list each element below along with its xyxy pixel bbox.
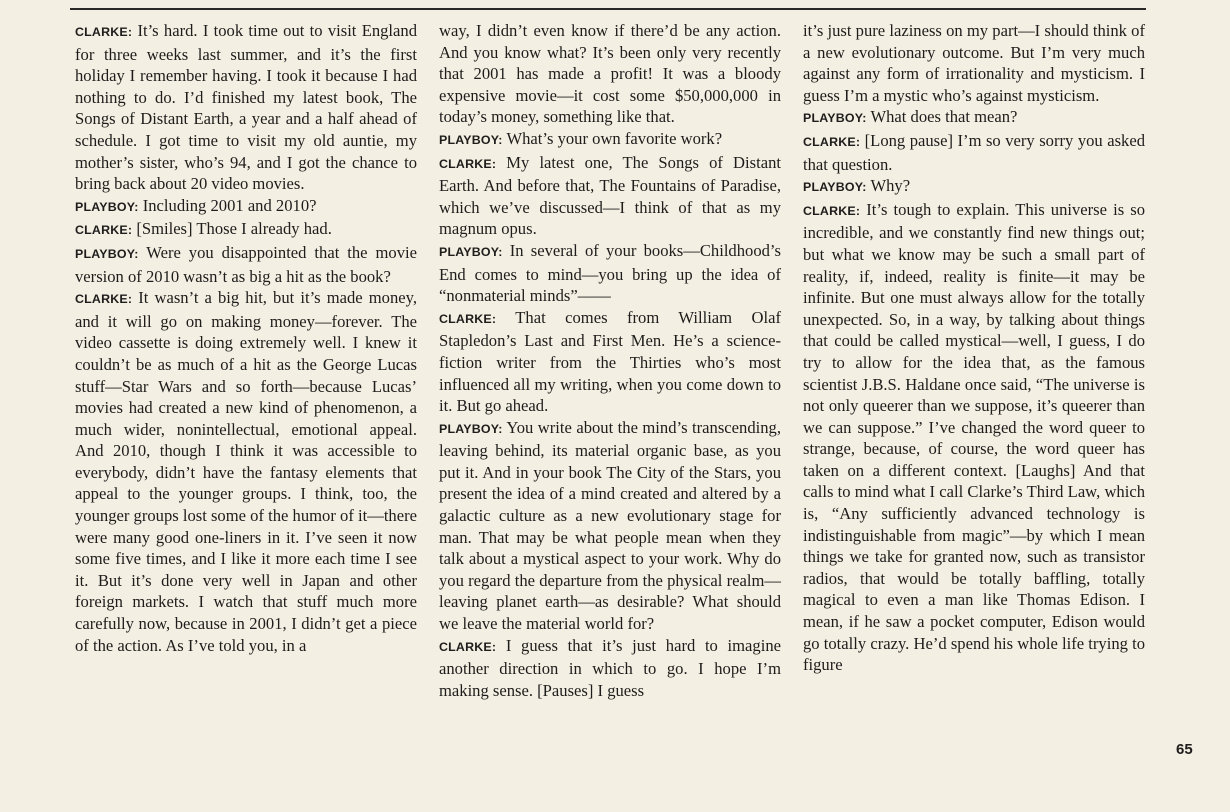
paragraph-text: What’s your own favorite work? xyxy=(506,128,723,148)
paragraph-text: What does that mean? xyxy=(870,107,1018,127)
column-2 xyxy=(439,20,781,701)
paragraph-text: My latest one, The Songs of Distant Earth. And before that, The Fountains of Paradise, which we’ve discussed—I think of that as my magnum opus. xyxy=(439,152,781,239)
paragraph xyxy=(803,199,1145,676)
paragraph-text: way, I didn’t even know if there’d be any action. And you know what? It’s been only very recently that 2001 has made a profit! It was a bloody expensive movie—it cost some $50,000,000 in today’s money, something like that. xyxy=(439,21,781,127)
paragraph-text: [Smiles] Those I already had. xyxy=(136,219,332,239)
paragraph xyxy=(439,307,781,417)
speaker-label: CLARKE: xyxy=(75,292,133,307)
paragraph xyxy=(439,128,781,152)
paragraph-text: Were you disappointed that the movie version of 2010 wasn’t as big a hit as the book? xyxy=(75,242,417,286)
paragraph-text: It’s hard. I took time out to visit England for three weeks last summer, and it’s the first holiday I remember having. I took it because I had nothing to do. I’d finished my latest book, The Songs of Distant Earth, a year and a half ahead of schedule. I got time to visit my old auntie, my mother’s sister, who’s 94, and I got the chance to bring back about 20 video movies. xyxy=(75,21,417,194)
paragraph xyxy=(75,218,417,242)
speaker-label: PLAYBOY: xyxy=(803,180,867,195)
paragraph xyxy=(803,106,1145,130)
paragraph xyxy=(803,175,1145,199)
speaker-label: PLAYBOY: xyxy=(75,246,139,261)
paragraph xyxy=(803,130,1145,175)
paragraph xyxy=(75,287,417,656)
paragraph xyxy=(439,152,781,240)
speaker-label: CLARKE: xyxy=(803,203,861,218)
column-1 xyxy=(75,20,417,656)
speaker-label: PLAYBOY: xyxy=(439,421,503,436)
speaker-label: CLARKE: xyxy=(439,311,497,326)
speaker-label: CLARKE: xyxy=(439,156,497,171)
paragraph-text: It’s tough to explain. This universe is so incredible, and we constantly find new things out; but what we know may be such a small part of reality, if, indeed, reality is finite—it may be infinite. But one must always allow for the totally unexpected. So, in a way, by talking about things that could be called mystical—well, I guess, I do try to allow for the idea that, as the famous scientist J.B.S. Haldane once said, “The universe is not only queerer than we suppose, it’s queerer than we can suppose.” I’ve changed the word queer to strange, because, of course, the word queer has taken on a different context. [Laughs] And that calls to mind what I call Clarke’s Third Law, which is, “Any sufficiently advanced technology is indistinguishable from magic”—by which I mean things we take for granted now, such as transistor radios, that would be totally baffling, totally magical to even a man like Thomas Edison. I mean, if he saw a pocket computer, Edison would go totally crazy. He’d spend his whole life trying to figure xyxy=(803,199,1145,675)
speaker-label: PLAYBOY: xyxy=(439,132,503,147)
paragraph xyxy=(439,635,781,702)
paragraph xyxy=(439,20,781,128)
paragraph xyxy=(75,195,417,219)
speaker-label: CLARKE: xyxy=(803,134,861,149)
paragraph xyxy=(75,20,417,195)
speaker-label: CLARKE: xyxy=(75,25,133,39)
speaker-label: CLARKE: xyxy=(75,223,133,238)
page-number: 65 xyxy=(1176,741,1193,758)
speaker-label: PLAYBOY: xyxy=(803,111,867,126)
top-rule xyxy=(70,8,1146,10)
paragraph xyxy=(75,242,417,287)
paragraph-text: I guess that it’s just hard to imagine another direction in which to go. I hope I’m making sense. [Pauses] I guess xyxy=(439,635,781,700)
speaker-label: CLARKE: xyxy=(439,639,497,654)
paragraph xyxy=(439,240,781,307)
column-3 xyxy=(803,20,1145,676)
paragraph-text: Why? xyxy=(870,176,911,196)
paragraph xyxy=(803,20,1145,106)
paragraph-text: It wasn’t a big hit, but it’s made money, and it will go on making money—forever. The video cassette is doing extremely well. I knew it couldn’t be as much of a hit as the George Lucas stuff—Star Wars and so forth—because Lucas’ movies had created a new kind of phenomenon, a much wider, nonintellectual, emotional appeal. And 2010, though I think it was accessible to everybody, didn’t have the fantasy elements that appeal to the younger groups. I think, too, the younger groups lost some of the humor of it—there were many good one-liners in it. I’ve seen it now some five times, and I like it more each time I see it. But it’s done very well in Japan and other foreign markets. I watch that stuff much more carefully now, because in 2001, I didn’t get a piece of the action. As I’ve told you, in a xyxy=(75,288,417,655)
paragraph xyxy=(439,417,781,635)
paragraph-text: That comes from William Olaf Stapledon’s Last and First Men. He’s a science-fiction writer from the Thirties who’s most influenced all my writing, when you come down to it. But go ahead. xyxy=(439,307,781,416)
paragraph-text: You write about the mind’s transcending, leaving behind, its material organic base, as you put it. And in your book The City of the Stars, you present the idea of a mind created and altered by a galactic culture as a new evolutionary stage for man. That may be what people mean when they talk about a mystical aspect to your work. Why do you regard the departure from the physical realm—leaving planet earth—as desirable? What should we leave the material world for? xyxy=(439,417,781,634)
paragraph-text: it’s just pure laziness on my part—I should think of a new evolutionary outcome. But I’m very much against any form of irrationality and mysticism. I guess I’m a mystic who’s against mysticism. xyxy=(803,21,1145,105)
speaker-label: PLAYBOY: xyxy=(75,199,139,214)
paragraph-text: Including 2001 and 2010? xyxy=(142,195,317,215)
paragraph-text: [Long pause] I’m so very sorry you asked that question. xyxy=(803,130,1145,174)
speaker-label: PLAYBOY: xyxy=(439,244,503,259)
paragraph-text: In several of your books—Childhood’s End comes to mind—you bring up the idea of “nonmaterial minds”—— xyxy=(439,240,781,306)
